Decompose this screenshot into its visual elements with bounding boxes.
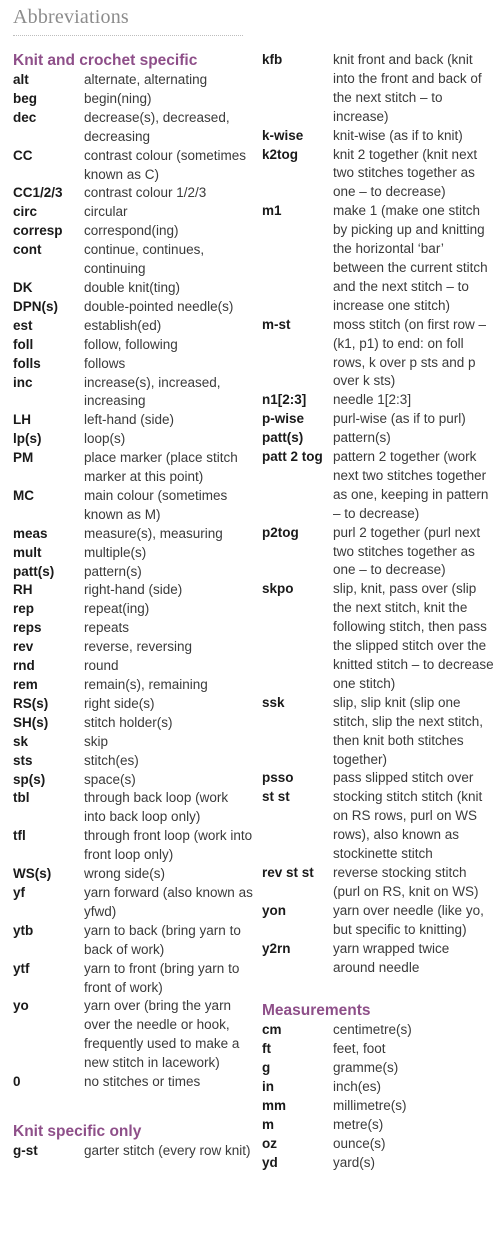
abbreviation-term: meas [13, 525, 48, 541]
abbreviation-term: yd [262, 1154, 278, 1170]
abbreviation-term: PM [13, 450, 34, 466]
abbreviation-entry [13, 203, 253, 222]
abbreviation-term: ssk [262, 694, 285, 710]
right-column [262, 51, 494, 1173]
abbreviation-term: skpo [262, 581, 294, 597]
abbreviation-entry [13, 884, 253, 922]
abbreviation-definition: garter stitch (every row knit) [84, 1142, 251, 1158]
abbreviation-definition: slip, knit, pass over (slip the next stitch, knit the following stitch, then pass the slipped stitch over the knitted stitch – to decrease one stitch) [333, 581, 494, 691]
abbreviation-entry [13, 184, 253, 203]
abbreviation-term: kfb [262, 52, 283, 67]
abbreviation-entry [262, 769, 494, 788]
abbreviation-entry [13, 544, 253, 563]
abbreviation-term: RS(s) [13, 695, 49, 711]
abbreviation-term: sk [13, 733, 29, 749]
abbreviation-term: psso [262, 770, 294, 786]
abbreviation-entry [13, 71, 253, 90]
abbreviation-definition: knit front and back (knit into the front and back of the next stitch – to increase) [333, 52, 482, 124]
abbreviation-term: DPN(s) [13, 298, 59, 314]
section-gap [13, 1092, 253, 1122]
abbreviation-term: m1 [262, 203, 282, 219]
abbreviation-term: cm [262, 1022, 282, 1038]
abbreviation-definition: repeats [84, 620, 130, 636]
abbreviation-definition: pattern(s) [84, 563, 142, 579]
abbreviation-term: k-wise [262, 127, 304, 143]
section-heading: Measurements [262, 1002, 371, 1020]
abbreviation-term: cont [13, 242, 42, 258]
abbreviation-term: ft [262, 1041, 271, 1057]
abbreviation-entry [13, 487, 253, 525]
abbreviation-term: MC [13, 487, 34, 503]
abbreviation-term: inc [13, 374, 33, 390]
abbreviation-definition: stocking stitch stitch (knit on RS rows, purl on WS rows), also known as stockinette stitch [333, 789, 483, 862]
abbreviation-definition: alternate, alternating [84, 72, 208, 87]
abbreviation-definition: double-pointed needle(s) [84, 298, 234, 314]
abbreviation-term: beg [13, 90, 38, 106]
abbreviation-term: in [262, 1079, 274, 1095]
abbreviation-entry [13, 865, 253, 884]
abbreviation-definition: measure(s), measuring [84, 525, 223, 541]
abbreviation-definition: yard(s) [333, 1154, 376, 1170]
abbreviation-definition: through back loop (work into back loop only) [84, 790, 229, 825]
abbreviation-definition: yarn to front (bring yarn to front of work) [84, 960, 240, 995]
abbreviation-term: yo [13, 998, 29, 1014]
abbreviation-term: patt 2 tog [262, 449, 323, 465]
abbreviation-definition: yarn over needle (like yo, but specific to knitting) [333, 902, 484, 937]
abbreviation-entry [262, 1040, 494, 1059]
abbreviation-entry [262, 316, 494, 392]
abbreviation-entry [262, 524, 494, 581]
abbreviation-definition: reverse stocking stitch (purl on RS, knit on WS) [333, 864, 479, 899]
abbreviation-term: rev [13, 639, 34, 655]
abbreviation-definition: purl-wise (as if to purl) [333, 411, 466, 427]
abbreviation-definition: follows [84, 355, 126, 371]
abbreviation-entry [13, 789, 253, 827]
abbreviation-term: patt(s) [262, 430, 304, 446]
abbreviation-definition: right side(s) [84, 695, 155, 711]
abbreviation-definition: knit-wise (as if to knit) [333, 127, 463, 143]
abbreviation-term: g [262, 1060, 271, 1076]
abbreviation-entry [262, 410, 494, 429]
abbreviation-entry [262, 940, 494, 978]
abbreviation-term: CC [13, 147, 33, 163]
abbreviation-entry [262, 51, 494, 127]
abbreviation-entry [13, 600, 253, 619]
abbreviation-entry [262, 127, 494, 146]
abbreviation-term: 0 [13, 1074, 21, 1090]
abbreviation-term: y2rn [262, 940, 291, 956]
abbreviation-entry [13, 374, 253, 412]
abbreviation-term: rev st st [262, 864, 314, 880]
abbreviation-term: n1[2:3] [262, 392, 307, 408]
abbreviation-definition: wrong side(s) [84, 866, 166, 882]
abbreviation-definition: knit 2 together (knit next two stitches together as one – to decrease) [333, 146, 478, 200]
abbreviation-entry [13, 317, 253, 336]
abbreviation-definition: loop(s) [84, 431, 126, 447]
abbreviation-definition: moss stitch (on first row – (k1, p1) to end: on foll rows, k over p sts and p over k sts) [333, 316, 487, 389]
abbreviation-entry [262, 864, 494, 902]
abbreviation-definition: follow, following [84, 336, 178, 352]
abbreviation-entry [262, 580, 494, 693]
abbreviation-entry [13, 109, 253, 147]
abbreviation-definition: correspond(ing) [84, 223, 179, 239]
abbreviation-entry [262, 788, 494, 864]
abbreviation-term: CC1/2/3 [13, 185, 63, 201]
abbreviation-term: lp(s) [13, 431, 42, 447]
abbreviation-term: corresp [13, 223, 63, 239]
abbreviation-entry [262, 146, 494, 203]
abbreviation-term: oz [262, 1135, 277, 1151]
abbreviation-term: m-st [262, 316, 291, 332]
abbreviation-entry [13, 638, 253, 657]
abbreviation-definition: space(s) [84, 771, 136, 787]
abbreviation-definition: skip [84, 733, 109, 749]
section-heading: Knit specific only [13, 1122, 142, 1140]
abbreviation-term: est [13, 317, 33, 333]
abbreviation-entry [13, 827, 253, 865]
abbreviation-term: mult [13, 544, 42, 560]
abbreviation-term: m [262, 1116, 275, 1132]
abbreviation-definition: no stitches or times [84, 1074, 201, 1090]
abbreviation-term: patt(s) [13, 563, 55, 579]
page-title: Abbreviations [13, 6, 129, 28]
abbreviation-entry [262, 1154, 494, 1173]
abbreviation-definition: needle 1[2:3] [333, 392, 412, 408]
abbreviation-definition: contrast colour (sometimes known as C) [84, 147, 247, 182]
abbreviation-entry [262, 1078, 494, 1097]
abbreviation-entry [262, 1097, 494, 1116]
abbreviation-term: reps [13, 620, 42, 636]
abbreviation-term: rnd [13, 658, 35, 674]
abbreviation-definition: inch(es) [333, 1079, 382, 1095]
abbreviation-definition: decrease(s), decreased, decreasing [84, 109, 230, 144]
abbreviation-definition: purl 2 together (purl next two stitches together as one – to decrease) [333, 524, 481, 578]
abbreviation-term: tbl [13, 790, 30, 806]
abbreviation-term: yf [13, 884, 26, 900]
abbreviation-term: LH [13, 412, 31, 428]
abbreviation-term: circ [13, 204, 38, 220]
abbreviation-entry [13, 619, 253, 638]
abbreviation-definition: pattern(s) [333, 430, 391, 446]
abbreviation-definition: ounce(s) [333, 1135, 386, 1151]
abbreviation-entry [13, 922, 253, 960]
abbreviation-term: alt [13, 72, 29, 87]
abbreviation-definition: continue, continues, continuing [84, 242, 205, 277]
abbreviation-definition: stitch holder(s) [84, 714, 173, 730]
abbreviation-entry [262, 1021, 494, 1040]
abbreviation-definition: round [84, 658, 119, 674]
abbreviation-entry [13, 752, 253, 771]
abbreviation-definition: multiple(s) [84, 544, 147, 560]
abbreviation-definition: establish(ed) [84, 317, 162, 333]
abbreviation-definition: reverse, reversing [84, 639, 193, 655]
abbreviation-definition: increase(s), increased, increasing [84, 374, 221, 409]
abbreviation-definition: centimetre(s) [333, 1022, 412, 1038]
abbreviation-entry [13, 1073, 253, 1092]
abbreviation-entry [13, 771, 253, 790]
abbreviation-entry [262, 1116, 494, 1135]
abbreviation-term: DK [13, 279, 33, 295]
abbreviation-entry [262, 694, 494, 770]
abbreviation-entry [13, 355, 253, 374]
abbreviation-definition: yarn wrapped twice around needle [333, 940, 450, 975]
abbreviation-definition: right-hand (side) [84, 582, 183, 598]
abbreviation-entry [13, 430, 253, 449]
abbreviation-definition: main colour (sometimes known as M) [84, 487, 228, 522]
abbreviation-term: ytb [13, 922, 34, 938]
abbreviation-term: sp(s) [13, 771, 46, 787]
abbreviation-term: yon [262, 902, 287, 918]
abbreviation-entry [13, 298, 253, 317]
abbreviation-term: g-st [13, 1142, 38, 1158]
abbreviation-entry [13, 279, 253, 298]
abbreviation-entry [13, 449, 253, 487]
abbreviation-entry [13, 581, 253, 600]
title-divider [13, 35, 243, 36]
abbreviation-term: RH [13, 582, 33, 598]
abbreviation-term: WS(s) [13, 866, 52, 882]
abbreviation-definition: through front loop (work into front loop only) [84, 828, 253, 863]
abbreviation-term: st st [262, 789, 290, 805]
abbreviation-entry [262, 391, 494, 410]
abbreviation-definition: double knit(ting) [84, 279, 181, 295]
abbreviation-entry [13, 222, 253, 241]
abbreviation-definition: circular [84, 204, 128, 220]
abbreviation-definition: slip, slip knit (slip one stitch, slip the next stitch, then knit both stitches together) [333, 694, 484, 767]
abbreviation-entry [13, 714, 253, 733]
abbreviation-entry [13, 960, 253, 998]
abbreviation-entry [13, 525, 253, 544]
abbreviation-entry [262, 448, 494, 524]
abbreviation-term: folls [13, 355, 41, 371]
abbreviation-entry [262, 202, 494, 315]
abbreviation-entry [13, 147, 253, 185]
abbreviation-term: p-wise [262, 411, 305, 427]
abbreviation-definition: feet, foot [333, 1041, 386, 1057]
abbreviation-term: ytf [13, 960, 30, 976]
abbreviation-definition: left-hand (side) [84, 412, 175, 428]
abbreviation-entry [13, 676, 253, 695]
abbreviation-term: rem [13, 677, 38, 692]
abbreviation-term: dec [13, 109, 37, 125]
abbreviation-entry [13, 997, 253, 1073]
abbreviation-entry [262, 1059, 494, 1078]
abbreviation-definition: metre(s) [333, 1116, 384, 1132]
abbreviation-definition: repeat(ing) [84, 601, 150, 617]
abbreviation-definition: pass slipped stitch over [333, 770, 474, 786]
abbreviation-entry [13, 695, 253, 714]
abbreviation-entry [262, 429, 494, 448]
abbreviation-entry [262, 902, 494, 940]
abbreviation-entry [13, 336, 253, 355]
abbreviation-entry [13, 733, 253, 752]
abbreviation-definition: remain(s), remaining [84, 677, 208, 692]
abbreviation-definition: yarn over (bring the yarn over the needle or hook, frequently used to make a new stitch in lacework) [84, 998, 240, 1071]
abbreviation-definition: pattern 2 together (work next two stitches together as one, keeping in pattern – to decrease) [333, 449, 489, 521]
abbreviation-entry [262, 1135, 494, 1154]
abbreviation-definition: millimetre(s) [333, 1098, 407, 1114]
abbreviation-entry [13, 563, 253, 582]
abbreviation-term: mm [262, 1098, 287, 1114]
abbreviation-definition: place marker (place stitch marker at this point) [84, 450, 238, 485]
abbreviation-entry [13, 657, 253, 676]
abbreviation-entry [13, 241, 253, 279]
left-column [13, 51, 253, 1161]
abbreviation-definition: begin(ning) [84, 90, 152, 106]
section-gap [262, 977, 494, 1001]
abbreviation-term: SH(s) [13, 714, 49, 730]
abbreviation-definition: yarn forward (also known as yfwd) [84, 884, 253, 919]
abbreviation-term: sts [13, 752, 33, 768]
abbreviation-definition: contrast colour 1/2/3 [84, 185, 207, 201]
abbreviation-definition: make 1 (make one stitch by picking up and knitting the horizontal ‘bar’ between the current stitch and the next stitch – to increase one stitch) [333, 203, 488, 313]
abbreviation-entry [13, 90, 253, 109]
abbreviation-definition: gramme(s) [333, 1060, 399, 1076]
abbreviation-definition: stitch(es) [84, 752, 139, 768]
abbreviation-term: rep [13, 601, 35, 617]
abbreviation-entry [13, 1142, 253, 1161]
abbreviation-entry [13, 411, 253, 430]
abbreviation-term: foll [13, 336, 34, 352]
abbreviation-term: tfl [13, 828, 26, 844]
abbreviation-term: k2tog [262, 146, 299, 162]
abbreviation-term: p2tog [262, 524, 299, 540]
section-heading: Knit and crochet specific [13, 52, 198, 69]
abbreviation-definition: yarn to back (bring yarn to back of work) [84, 922, 241, 957]
